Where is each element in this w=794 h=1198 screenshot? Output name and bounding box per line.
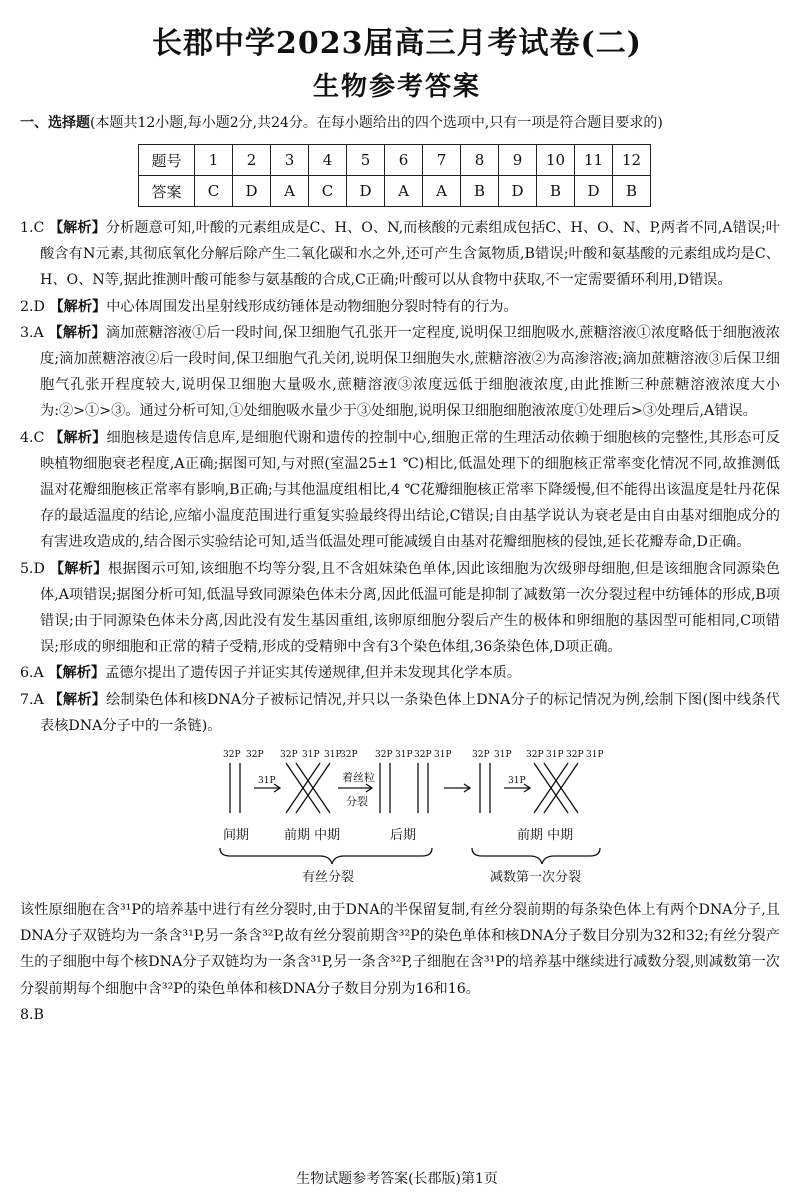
list-item — [20, 660, 780, 686]
table-cell: 3 — [271, 145, 309, 176]
label-32p: 32P — [280, 750, 298, 761]
item-number: 5.D — [20, 560, 45, 577]
table-cell: C — [309, 176, 347, 207]
item-text: 细胞核是遗传信息库,是细胞代谢和遗传的控制中心,细胞正常的生理活动依赖于细胞核的完整性,其形态可反映植物细胞衰老程度,A正确;据图可知,与对照(室温25±1 ℃)相比,低温处理下的细胞核正常率变化情况不同,故推测低温对花瓣细胞核正常率有影响,B正确;与其他温度组相比,4 ℃花瓣细胞核正常率下降缓慢,但不能得出该温度是牡丹花保存的最适温度的结论,应缩小温度范围进行重复实验最终得出结论,C错误;自由基学说认为衰老是由自由基对细胞成分的有害进攻造成的,结合图示实验结论可知,适当低温处理可能减缓自由基对花瓣细胞核的侵蚀,延长花瓣寿命,D正确。 — [40, 429, 780, 551]
table-cell: 10 — [537, 145, 575, 176]
section-heading — [20, 112, 780, 132]
table-cell: 7 — [423, 145, 461, 176]
table-cell: 5 — [347, 145, 385, 176]
item-tag: 【解析】 — [48, 665, 106, 682]
label-32p: 32P — [340, 750, 358, 761]
label-32p: 32P — [375, 750, 393, 761]
table-header-answer: 答案 — [139, 176, 195, 207]
item-tag: 【解析】 — [49, 298, 107, 315]
label-32p: 32P — [566, 750, 584, 761]
table-cell: 1 — [195, 145, 233, 176]
list-item — [20, 556, 780, 661]
table-cell: A — [385, 176, 423, 207]
group-mitosis: 有丝分裂 — [302, 870, 355, 886]
table-cell: D — [499, 176, 537, 207]
table-cell: B — [613, 176, 651, 207]
stage-interphase: 间期 — [223, 828, 250, 844]
label-31p: 31P — [494, 750, 512, 761]
item-text: 分析题意可知,叶酸的元素组成是C、H、O、N,而核酸的元素组成包括C、H、O、N、P,两者不同,A错误;叶酸含有N元素,其彻底氧化分解后除产生二氧化碳和水之外,还可产生含氮物质,B错误;叶酸和氨基酸的元素组成均是C、H、O、N等,据此推测叶酸可能参与氨基酸的合成,C正确;叶酸可以从食物中获取,不一定需要循环利用,D错误。 — [40, 220, 780, 289]
centromere-note-2: 分裂 — [346, 795, 368, 809]
label-31p: 31P — [302, 750, 320, 761]
item-number: 3.A — [20, 324, 44, 341]
table-cell: D — [347, 176, 385, 207]
table-cell: 11 — [575, 145, 613, 176]
label-32p: 32P — [472, 750, 490, 761]
item-number: 6.A — [20, 665, 44, 682]
table-header-number: 题号 — [139, 145, 195, 176]
label-31p: 31P — [586, 750, 604, 761]
item-number: 7.A — [20, 691, 44, 708]
table-cell: A — [423, 176, 461, 207]
label-32p: 32P — [526, 750, 544, 761]
label-31p: 31P — [395, 750, 413, 761]
item-text: 中心体周围发出星射线形成纺锤体是动物细胞分裂时特有的行为。 — [106, 298, 518, 315]
list-item — [20, 687, 780, 739]
item-tag: 【解析】 — [49, 429, 107, 446]
centromere-note-1: 着丝粒 — [342, 771, 375, 785]
item-tag: 【解析】 — [48, 220, 106, 236]
table-cell: 6 — [385, 145, 423, 176]
label-31p: 31P — [546, 750, 564, 761]
group-meiosis: 减数第一次分裂 — [490, 870, 582, 886]
list-item: 8.B — [20, 1006, 44, 1023]
stage-prophase-metaphase: 前期 中期 — [517, 828, 574, 844]
label-32p: 32P — [223, 750, 241, 761]
item-continuation: 该性原细胞在含³¹P的培养基中进行有丝分裂时,由于DNA的半保留复制,有丝分裂前期的每条染色体上有两个DNA分子,且DNA分子双链均为一条含³¹P,另一条含³²P,故有丝分裂前期含³²P的染色单体和核DNA分子数目分别为32和32;有丝分裂产生的子细胞中每个核DNA分子双链均为一条含³¹P,另一条含³²P,子细胞在含³¹P的培养基中继续进行减数分裂,则减数第一次分裂前期每个细胞中含³²P的染色单体和核DNA分子数目分别为16和16。 — [20, 902, 780, 997]
section-desc: (本题共12小题,每小题2分,共24分。在每小题给出的四个选项中,只有一项是符合题目要求的) — [90, 115, 663, 131]
table-cell: B — [537, 176, 575, 207]
item-text: 孟德尔提出了遗传因子并证实其传递规律,但并未发现其化学本质。 — [105, 665, 522, 682]
label-31p: 31P — [508, 776, 526, 787]
page-footer: 生物试题参考答案(长郡版)第1页 — [296, 1171, 498, 1187]
list-item — [20, 425, 780, 556]
table-row-numbers — [139, 145, 651, 176]
stage-anaphase: 后期 — [390, 828, 417, 844]
label-32p: 32P — [414, 750, 432, 761]
label-31p: 31P — [324, 750, 342, 761]
table-cell: B — [461, 176, 499, 207]
item-number: 2.D — [20, 298, 45, 315]
answer-table — [138, 144, 651, 207]
stage-prophase-metaphase: 前期 中期 — [284, 828, 341, 844]
table-cell: 2 — [233, 145, 271, 176]
table-cell: 8 — [461, 145, 499, 176]
item-text: 根据图示可知,该细胞不均等分裂,且不含姐妹染色单体,因此该细胞为次级卵母细胞,但是该细胞含同源染色体,A项错误;据图分析可知,低温导致同源染色体未分离,因此低温可能是抑制了减数第一次分裂过程中纺锤体的形成,B项错误;由于同源染色体未分离,因此没有发生基因重组,该卵原细胞分裂后产生的极体和卵细胞的基因型可能相同,C项错误;形成的卵细胞和正常的精子受精,形成的受精卵中含有3个染色体组,36条染色体,D项正确。 — [40, 560, 780, 656]
table-cell: A — [271, 176, 309, 207]
table-cell: 9 — [499, 145, 537, 176]
list-item — [20, 320, 780, 425]
label-32p: 32P — [246, 750, 264, 761]
item-tag: 【解析】 — [48, 691, 107, 708]
table-cell: D — [575, 176, 613, 207]
item-text: 滴加蔗糖溶液①后一段时间,保卫细胞气孔张开一定程度,说明保卫细胞吸水,蔗糖溶液①浓度略低于细胞液浓度;滴加蔗糖溶液②后一段时间,保卫细胞气孔关闭,说明保卫细胞失水,蔗糖溶液②为高渗溶液;滴加蔗糖溶液③后保卫细胞气孔张开程度较大,说明保卫细胞大量吸水,蔗糖溶液③浓度远低于细胞液浓度,由此推断三种蔗糖溶液浓度大小为:②>①>③。通过分析可知,①处细胞吸水量少于③处细胞,说明保卫细胞细胞液浓度①处理后>③处理后,A错误。 — [40, 324, 780, 420]
label-31p: 31P — [258, 776, 276, 787]
item-number: 1.C — [20, 220, 45, 236]
table-cell: 12 — [613, 145, 651, 176]
section-label: 一、选择题 — [20, 115, 90, 131]
table-cell: D — [233, 176, 271, 207]
page-subtitle: 生物参考答案 — [312, 72, 481, 102]
item-tag: 【解析】 — [48, 324, 106, 341]
item-number: 4.C — [20, 429, 45, 446]
table-row-answers — [139, 176, 651, 207]
chromosome-labeling-diagram — [20, 743, 780, 893]
item-text: 绘制染色体和核DNA分子被标记情况,并只以一条染色体上DNA分子的标记情况为例,绘制下图(图中线条代表核DNA分子中的一条链)。 — [40, 691, 780, 734]
table-cell: 4 — [309, 145, 347, 176]
list-item — [20, 215, 780, 294]
page-title: 长郡中学2023届高三月考试卷(二) — [152, 26, 642, 61]
table-cell: C — [195, 176, 233, 207]
item-tag: 【解析】 — [49, 560, 108, 577]
list-item — [20, 294, 780, 320]
label-31p: 31P — [434, 750, 452, 761]
explanations — [20, 215, 780, 1028]
